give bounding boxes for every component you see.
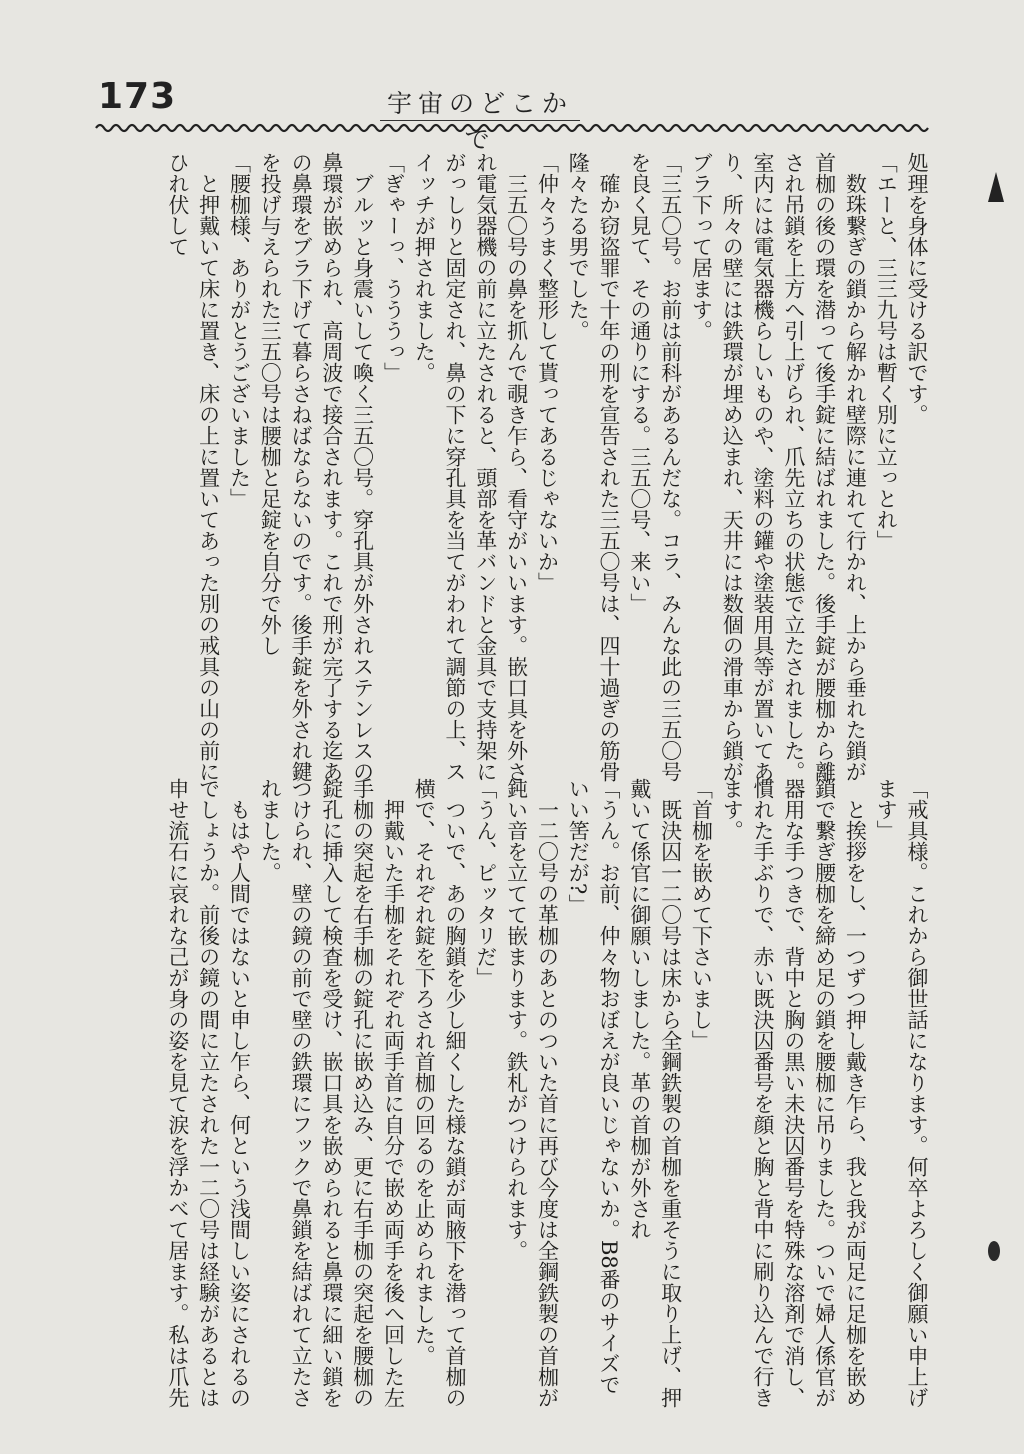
text-line: 手枷の突起を右手枷の錠孔に嵌め込み、更に右手枷の突起を腰枷の (350, 778, 375, 1408)
text-line: ついで、あの胸鎖を少し細くした様な鎖が両腋下を潜って首枷の (443, 778, 468, 1408)
text-line: 処理を身体に受ける訳です。 (905, 152, 929, 425)
text-line: 押戴いた手枷をそれぞれ両手首に自分で嵌め両手を後へ回した左 (381, 778, 406, 1408)
text-line: 申せ流石に哀れな己が身の姿を見て涙を浮かべて居ます。私は爪先 (165, 778, 190, 1408)
text-line: ブラ下って居ます。 (689, 152, 714, 341)
text-line: イッチが押されました。 (412, 152, 437, 383)
text-line: いい筈だが?」 (566, 778, 591, 916)
text-line: 慣れた手ぶりで、赤い既決囚番号を顔と胸と背中に刷り込んで行き (751, 778, 776, 1408)
text-line: り、所々の壁には鉄環が埋め込まれ、天井には数個の滑車から鎖が (720, 152, 745, 782)
text-line: 戴いて係官に御願いしました。革の首枷が外され (627, 778, 652, 1240)
text-line: ブルッと身震いして喚く三五〇号。穿孔具が外されステンレスの (350, 152, 375, 782)
text-line: 既決囚一二〇号は床から全鋼鉄製の首枷を重そうに取り上げ、押 (658, 778, 683, 1408)
text-line: 三五〇号の鼻を抓んで覗き乍ら、看守がいいます。嵌口具を外さ (504, 152, 529, 782)
text-line: と挨拶をし、一つずつ押し戴き乍ら、我と我が両足に足枷を嵌め (843, 778, 868, 1408)
text-line: がっしりと固定され、鼻の下に穿孔具を当てがわれて調節の上、ス (443, 152, 468, 782)
text-line: 首枷の後の環を潜って後手錠に結ばれました。後手錠が腰枷から離 (812, 152, 837, 782)
text-line: と押戴いて床に置き、床の上に置いてあった別の戒具の山の前に (196, 152, 221, 782)
text-line: 横で、それぞれ錠を下ろされ首枷の回るのを止められました。 (412, 778, 437, 1366)
text-line: れ電気器機の前に立たされると、頭部を革バンドと金具で支持架に (473, 152, 498, 782)
text-line: 「ぎゃーっ、うううっ」 (381, 152, 406, 383)
upper-text-block (165, 152, 932, 782)
text-line: 「三五〇号。お前は前科があるんだな。コラ、みんな此の三五〇号 (658, 152, 683, 782)
text-line: 鼻環が嵌められ、高周波で接合されます。これで刑が完了する迄あ (319, 152, 344, 782)
text-line: の鼻環をブラ下げて暮らさねばならないのです。後手錠を外され鍵 (289, 152, 314, 782)
text-line: 鎖で繋ぎ腰枷を締め足の鎖を腰枷に吊りました。ついで婦人係官が (812, 778, 837, 1408)
text-line: 数珠繋ぎの鎖から解かれ壁際に連れて行かれ、上から垂れた鎖が (843, 152, 868, 782)
text-line: を良く見て、その通りにする。三五〇号、来い」 (627, 152, 652, 614)
margin-ink-dot (986, 1240, 1002, 1262)
text-line: 器用な手つきで、背中と胸の黒い未決囚番号を特殊な溶剤で消し、 (781, 778, 806, 1408)
text-line: 錠孔に挿入して検査を受け、嵌口具を嵌められると鼻環に細い鎖を (319, 778, 344, 1408)
text-line: 鈍い音を立てて嵌まります。鉄札がつけられます。 (504, 778, 529, 1261)
text-line: 一二〇号の革枷のあとのついた首に再び今度は全鋼鉄製の首枷が (535, 778, 560, 1408)
corner-ink-mark (986, 172, 1006, 206)
text-line: 「首枷を嵌めて下さいまし」 (689, 778, 714, 1051)
text-line: でしょうか。前後の鏡の間に立たされた一二〇号は経験があるとは (196, 778, 221, 1408)
running-title: 宇宙のどこかで (386, 89, 573, 154)
text-line: 「戒具様。これから御世話になります。何卒よろしく御願い申上げ (905, 778, 929, 1408)
text-line: もはや人間ではないと申し乍ら、何という浅間しい姿にされるの (227, 778, 252, 1408)
text-line: を投げ与えられた三五〇号は腰枷と足錠を自分で外し (258, 152, 283, 656)
text-line: つけられ、壁の鏡の前で壁の鉄環にフックで鼻鎖を結ばれて立たさ (289, 778, 314, 1408)
text-line: ます」 (874, 778, 899, 841)
text-line: 「エーと、三三九号は暫く別に立っとれ」 (874, 152, 899, 551)
page-number: 173 (98, 76, 177, 117)
text-line: 「腰枷様、ありがとうございました」 (227, 152, 252, 509)
text-line: され吊鎖を上方へ引上げられ、爪先立ちの状態で立たされました。 (781, 152, 806, 782)
text-line: 「仲々うまく整形して貰ってあるじゃないか」 (535, 152, 560, 593)
text-line: 「うん。お前、仲々物おぼえが良いじゃないか。B8番のサイズで (597, 778, 622, 1395)
text-line: 「うん、ピッタリだ」 (473, 778, 498, 988)
text-line: 隆々たる男でした。 (566, 152, 591, 341)
text-line: ひれ伏して (165, 152, 190, 257)
text-line: ます。 (720, 778, 745, 841)
text-line: 確か窃盗罪で十年の刑を宣告された三五〇号は、四十過ぎの筋骨 (597, 152, 622, 782)
lower-text-block (162, 778, 932, 1408)
text-line: れました。 (258, 778, 283, 883)
wavy-divider (96, 118, 926, 138)
text-line: 室内には電気器機らしいものや、塗料の鑵や塗装用具等が置いてあ (751, 152, 776, 782)
